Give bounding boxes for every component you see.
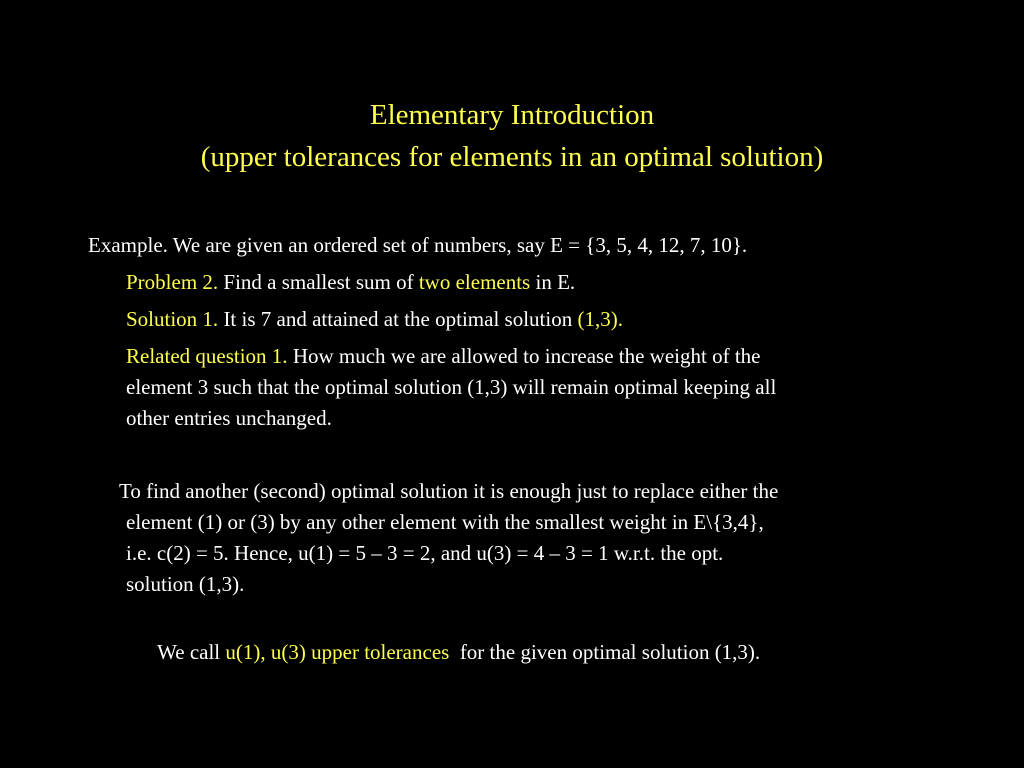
related-line-3: other entries unchanged. <box>126 406 332 430</box>
second-line-2: element (1) or (3) by any other element with the smallest weight in E\{3,4}, <box>126 510 764 534</box>
second-line-1: To find another (second) optimal solution it is enough just to replace either the <box>119 479 779 503</box>
related-line-2: element 3 such that the optimal solution (1,3) will remain optimal keeping all <box>126 375 777 399</box>
call-highlight: u(1), u(3) upper tolerances <box>225 640 450 664</box>
call-text-before: We call <box>157 640 226 664</box>
solution-text: It is 7 and attained at the optimal solution <box>218 307 578 331</box>
related-line-1 <box>126 341 760 372</box>
title-line-1: Elementary Introduction <box>369 99 655 131</box>
problem-text-after: in E. <box>530 270 576 294</box>
problem-text-before: Find a smallest sum of <box>218 270 419 294</box>
solution-highlight: (1,3). <box>577 307 623 331</box>
related-label: Related question 1. <box>126 344 288 368</box>
example-text: Example. We are given an ordered set of numbers, say E = {3, 5, 4, 12, 7, 10}. <box>88 233 748 257</box>
example-line <box>88 230 747 261</box>
second-line-4: solution (1,3). <box>126 572 245 596</box>
call-line <box>126 606 760 699</box>
solution-label: Solution 1. <box>126 307 219 331</box>
problem-highlight: two elements <box>418 270 531 294</box>
problem-label: Problem 2. <box>126 270 219 294</box>
problem-line <box>126 267 575 298</box>
call-text-after: for the given optimal solution (1,3). <box>449 640 761 664</box>
related-text-1: How much we are allowed to increase the weight of the <box>287 344 761 368</box>
solution-line <box>126 304 623 335</box>
slide-title <box>0 94 1024 178</box>
title-line-2: (upper tolerances for elements in an optimal solution) <box>200 141 824 173</box>
second-line-3: i.e. c(2) = 5. Hence, u(1) = 5 – 3 = 2, and u(3) = 4 – 3 = 1 w.r.t. the opt. <box>126 541 724 565</box>
